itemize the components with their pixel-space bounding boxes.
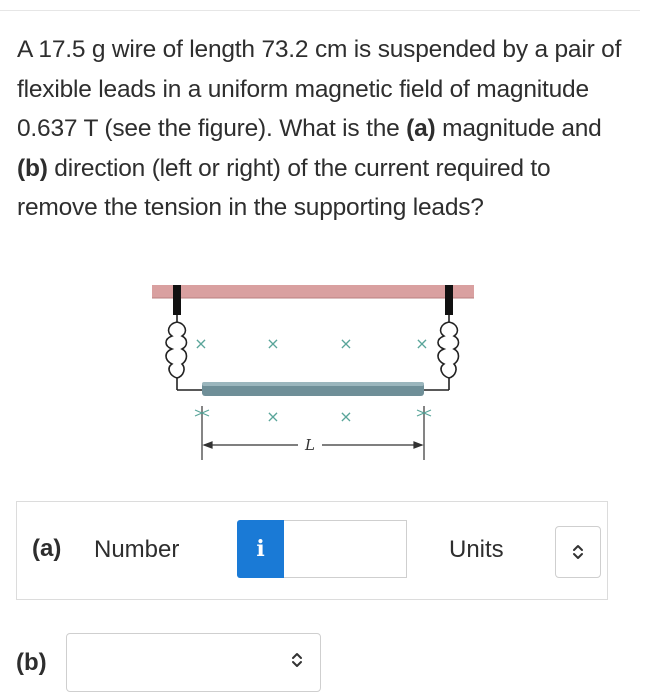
- right-support: [445, 285, 453, 315]
- info-button[interactable]: [237, 520, 284, 578]
- direction-select[interactable]: [66, 633, 321, 692]
- question-marker-a: (a): [406, 115, 436, 142]
- info-icon: i: [256, 536, 265, 562]
- right-flexible-lead: [424, 315, 459, 390]
- part-a-label: (a): [32, 535, 62, 562]
- units-select[interactable]: [555, 526, 601, 578]
- part-a-answer-row: [16, 501, 608, 600]
- question-part3: direction (left or right) of the current required to remove the tension in the supporting leads?: [17, 154, 551, 221]
- left-support: [173, 285, 181, 315]
- ceiling-bar: [152, 285, 474, 298]
- number-input[interactable]: [284, 520, 407, 578]
- length-label: L: [305, 436, 315, 454]
- question-text: [17, 30, 627, 228]
- field-mark: ×: [194, 334, 208, 353]
- top-divider: [0, 0, 640, 11]
- field-mark: ×: [415, 334, 429, 353]
- magnetic-field-marks: [194, 334, 428, 426]
- question-part1: A 17.5 g wire of length 73.2 cm is suspended by a pair of flexible leads in a uniform magnetic field of magnitude 0.637 T (see the figure). What is the: [17, 36, 622, 142]
- chevron-up-down-icon: [290, 651, 304, 669]
- field-mark: ×: [266, 334, 280, 353]
- field-mark: ×: [266, 407, 280, 426]
- units-label: Units: [449, 536, 504, 563]
- field-mark: ×: [339, 407, 353, 426]
- wire-figure: [148, 282, 478, 462]
- chevron-up-down-icon: [571, 543, 585, 561]
- question-marker-b: (b): [17, 154, 48, 182]
- field-mark: ×: [339, 334, 353, 353]
- wire-diagram: [148, 282, 478, 462]
- number-label: Number: [94, 536, 180, 563]
- question-part2: magnitude and: [435, 115, 602, 142]
- part-b-label: (b): [16, 649, 47, 676]
